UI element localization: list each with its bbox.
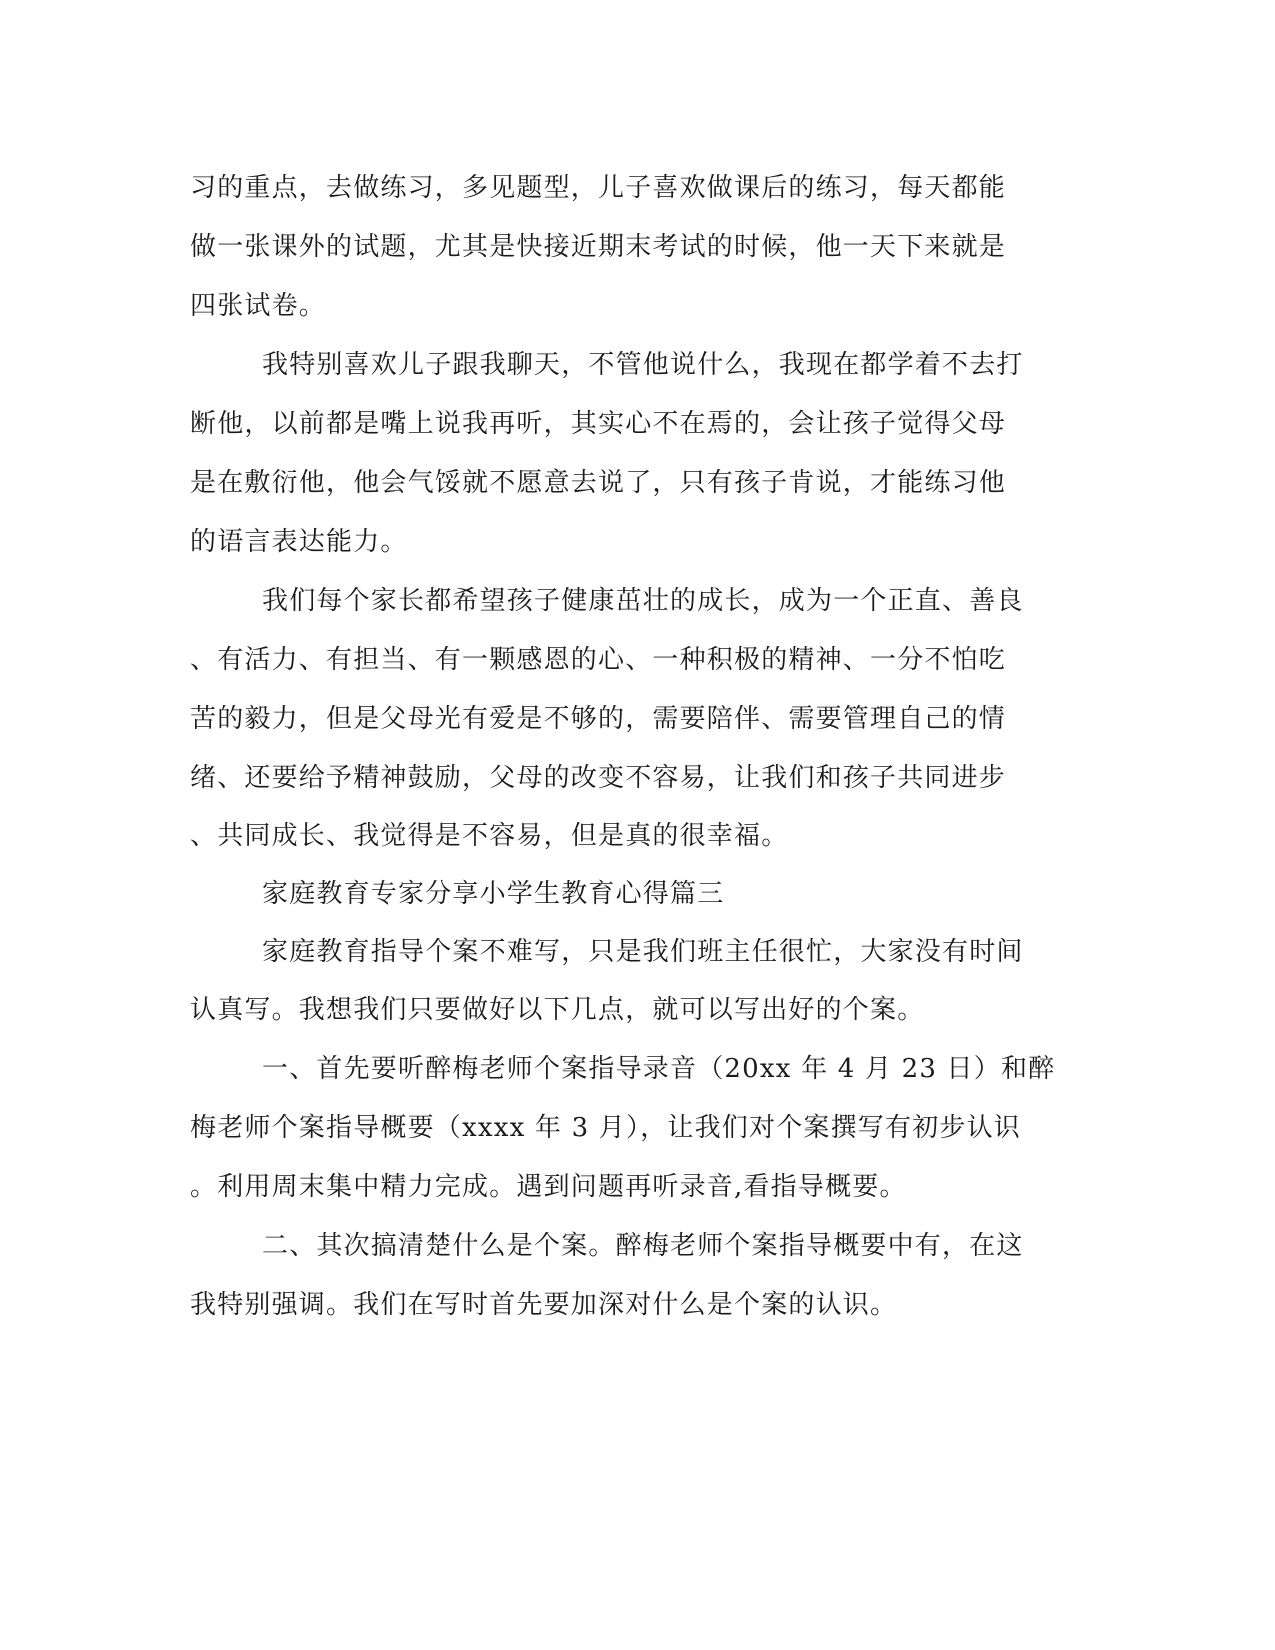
text-line: 我特别强调。我们在写时首先要加深对什么是个案的认识。 [190, 1290, 898, 1320]
text-line: 认真写。我想我们只要做好以下几点，就可以写出好的个案。 [190, 995, 925, 1025]
paragraph-first-line: 一、首先要听醉梅老师个案指导录音（20xx 年 4 月 23 日）和醉 [262, 1054, 1056, 1084]
text-line: 断他，以前都是嘴上说我再听，其实心不在焉的，会让孩子觉得父母 [190, 409, 1007, 439]
text-line: 。利用周末集中精力完成。遇到问题再听录音,看指导概要。 [190, 1172, 907, 1202]
text-line: 绪、还要给予精神鼓励，父母的改变不容易，让我们和孩子共同进步 [190, 763, 1007, 793]
section-heading: 家庭教育专家分享小学生教育心得篇三 [262, 879, 725, 909]
paragraph-first-line: 我们每个家长都希望孩子健康茁壮的成长，成为一个正直、善良 [262, 586, 1024, 616]
paragraph-first-line: 家庭教育指导个案不难写，只是我们班主任很忙，大家没有时间 [262, 937, 1024, 967]
text-line: 做一张课外的试题，尤其是快接近期末考试的时候，他一天下来就是 [190, 232, 1007, 262]
text-line: 梅老师个案指导概要（xxxx 年 3 月），让我们对个案撰写有初步认识 [190, 1113, 1021, 1143]
paragraph-first-line: 二、其次搞清楚什么是个案。醉梅老师个案指导概要中有，在这 [262, 1231, 1024, 1261]
text-line: 四张试卷。 [190, 291, 327, 321]
text-line: 习的重点，去做练习，多见题型，儿子喜欢做课后的练习，每天都能 [190, 173, 1007, 203]
text-line: 、有活力、有担当、有一颗感恩的心、一种积极的精神、一分不怕吃 [190, 645, 1007, 675]
text-line: 苦的毅力，但是父母光有爱是不够的，需要陪伴、需要管理自己的情 [190, 704, 1007, 734]
text-line: 、共同成长、我觉得是不容易，但是真的很幸福。 [190, 821, 789, 851]
text-line: 是在敷衍他，他会气馁就不愿意去说了，只有孩子肯说，才能练习他 [190, 468, 1007, 498]
paragraph-first-line: 我特别喜欢儿子跟我聊天，不管他说什么，我现在都学着不去打 [262, 350, 1024, 380]
text-line: 的语言表达能力。 [190, 527, 408, 557]
